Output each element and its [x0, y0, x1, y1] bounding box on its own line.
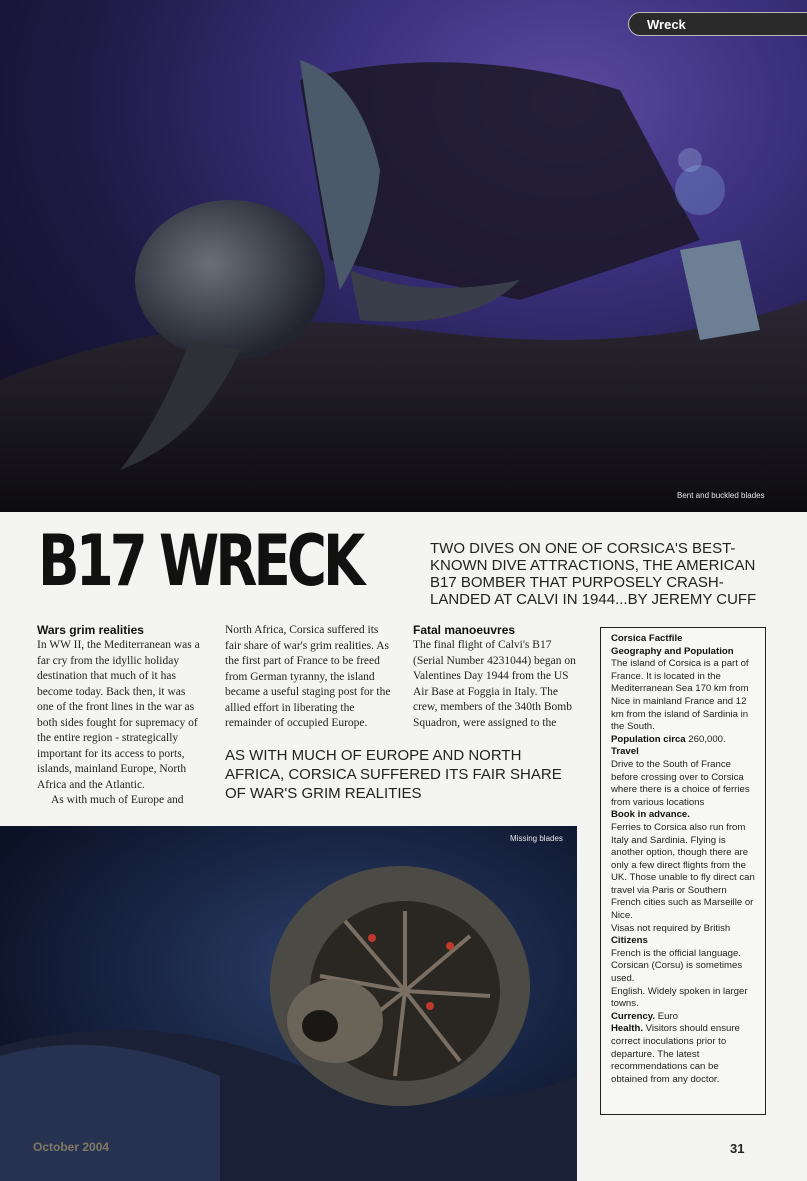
column-1: [37, 623, 203, 809]
corsica-factfile-box: [600, 627, 766, 1115]
factfile-geography-text: The island of Corsica is a part of France. It is located in the Mediterranean Sea 170 km from Nice in mainland France and 12 km from the island of Sardinia in the South.: [611, 658, 749, 733]
factfile-english-text: English. Widely spoken in larger towns.: [611, 985, 748, 1010]
footer-issue-date: October 2004: [33, 1140, 110, 1154]
factfile-health: [611, 1023, 755, 1086]
bottom-photo-engine: [0, 826, 577, 1181]
factfile-visa-text: Visas not required by British: [611, 922, 731, 934]
col1-paragraph-2: As with much of Europe and: [51, 794, 184, 806]
heading-wars-grim-realities: Wars grim realities: [37, 623, 144, 637]
factfile-citizens-heading: Citizens: [611, 935, 648, 947]
factfile-travel-heading: Travel: [611, 746, 639, 758]
column-3: [413, 623, 581, 731]
column-2: [225, 623, 395, 732]
factfile-currency: [611, 1011, 755, 1024]
heading-fatal-manoeuvres: Fatal manoeuvres: [413, 623, 516, 637]
standfirst: TWO DIVES ON ONE OF CORSICA'S BEST-KNOWN DIVE ATTRACTIONS, THE AMERICAN B17 BOMBER THAT PURPOSELY CRASH-LANDED AT CALVI IN 1944...BY JEREMY CUFF: [430, 540, 757, 608]
section-tab: Wreck: [628, 12, 807, 36]
factfile-geography-heading: Geography and Population: [611, 645, 734, 657]
factfile-population: [611, 734, 755, 747]
engine-wreck-illustration: [0, 826, 577, 1181]
top-photo-propeller: [0, 0, 807, 512]
currency-value: Euro: [655, 1010, 679, 1022]
factfile-book-text: Ferries to Corsica also run from Italy and Sardinia. Flying is another option, though there are only a few direct flights from the UK. Those unable to fly direct can travel via Paris or Southern French cities such as Marseille or Nice.: [611, 821, 755, 922]
bottom-photo-caption: Missing blades: [510, 834, 563, 843]
factfile-citizens-text: French is the official language. Corsican (Corsu) is sometimes used.: [611, 947, 743, 985]
factfile-book-heading: Book in advance.: [611, 809, 690, 821]
health-value: Visitors should ensure correct inoculations prior to departure. The latest recommendations can be obtained from any doctor.: [611, 1023, 740, 1085]
factfile-title: Corsica Factfile: [611, 633, 683, 644]
col1-paragraph-1: In WW II, the Mediterranean was a far cry from the idyllic holiday destination that much of it has become today. Back then, it was one of the front lines in the war as both sides fought for supremacy of the entire region - strategically important for its access to ports, islands, mainland Europe, North Africa and the Atlantic.: [37, 639, 200, 791]
population-value: 260,000.: [685, 733, 726, 745]
factfile-travel-text: Drive to the South of France before crossing over to Corsica where there is a choice of ferries from various locations: [611, 758, 750, 808]
col3-paragraph-1: The final flight of Calvi's B17 (Serial Number 4231044) began on Valentines Day 1944 from the US Air Base at Foggia in Italy. The crew, members of the 340th Bomb Squadron, were assigned to the: [413, 639, 576, 729]
propeller-wreck-illustration: [0, 0, 807, 512]
col2-paragraph-1: North Africa, Corsica suffered its fair share of war's grim realities. As the first part of France to be freed from German tyranny, the island became a useful staging post for the allied effort in liberating the remainder of occupied Europe.: [225, 624, 391, 729]
article-title: B17 WRECK: [38, 520, 362, 602]
population-label: Population circa: [611, 733, 686, 745]
health-label: Health.: [611, 1023, 643, 1035]
pull-quote: AS WITH MUCH OF EUROPE AND NORTH AFRICA, CORSICA SUFFERED ITS FAIR SHARE OF WAR'S GRIM REALITIES: [225, 747, 562, 802]
page-number: 31: [730, 1141, 745, 1156]
currency-label: Currency.: [611, 1010, 656, 1022]
top-photo-caption: Bent and buckled blades: [677, 491, 765, 500]
